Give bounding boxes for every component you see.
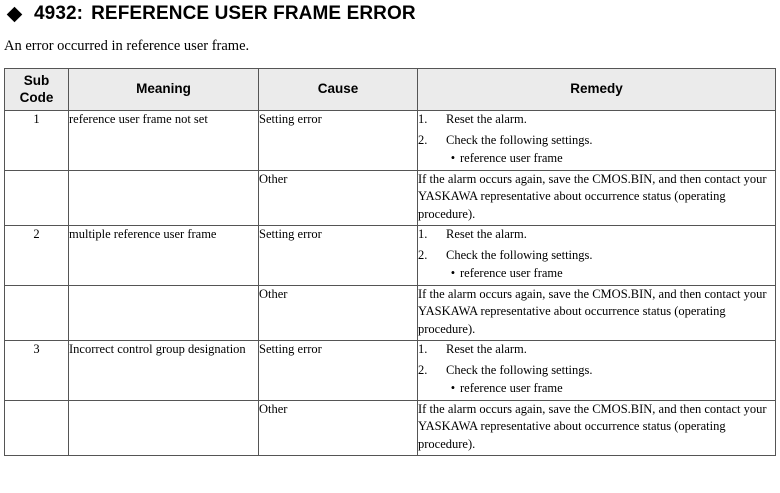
step-number: 2.	[418, 248, 428, 263]
bullet-icon: •	[450, 150, 456, 165]
sub-code-cell-empty	[5, 171, 69, 226]
header-meaning: Meaning	[69, 69, 259, 111]
meaning-cell: reference user frame not set	[69, 111, 259, 171]
section-heading	[4, 1, 416, 27]
sub-code-cell-empty	[5, 286, 69, 341]
cause-cell: Other	[259, 286, 418, 341]
step-text: Check the following settings.	[446, 363, 593, 378]
cause-cell: Setting error	[259, 111, 418, 171]
step-number: 1.	[418, 227, 428, 241]
step-number: 1.	[418, 112, 428, 126]
bullet-text: reference user frame	[460, 150, 563, 165]
table-header-row	[5, 69, 776, 111]
step-text: Reset the alarm.	[446, 112, 527, 126]
table-row	[5, 401, 776, 456]
remedy-cell: If the alarm occurs again, save the CMOS.BIN, and then contact your YASKAWA representative about occurrence status (operating procedure).	[418, 286, 776, 341]
sub-code-cell: 2	[5, 226, 69, 286]
meaning-cell-empty	[69, 401, 259, 456]
cause-cell: Setting error	[259, 341, 418, 401]
table-row	[5, 171, 776, 226]
step-text: Check the following settings.	[446, 248, 593, 263]
cause-cell: Other	[259, 401, 418, 456]
cause-cell: Other	[259, 171, 418, 226]
settings-bullet	[418, 265, 775, 282]
sub-code-cell-empty	[5, 401, 69, 456]
remedy-step	[418, 226, 775, 243]
meaning-cell-empty	[69, 286, 259, 341]
meaning-cell: multiple reference user frame	[69, 226, 259, 286]
remedy-cell: If the alarm occurs again, save the CMOS.BIN, and then contact your YASKAWA representative about occurrence status (operating procedure).	[418, 401, 776, 456]
bullet-icon: •	[450, 380, 456, 395]
error-code: 4932:	[34, 3, 84, 24]
remedy-step	[418, 132, 775, 149]
remedy-step	[418, 362, 775, 379]
remedy-cell	[418, 111, 776, 171]
remedy-step	[418, 341, 775, 358]
bullet-text: reference user frame	[460, 265, 563, 280]
remedy-step	[418, 247, 775, 264]
header-remedy: Remedy	[418, 69, 776, 111]
meaning-cell-empty	[69, 171, 259, 226]
error-table	[4, 68, 776, 456]
bullet-icon: •	[450, 265, 456, 280]
step-number: 1.	[418, 342, 428, 356]
remedy-cell: If the alarm occurs again, save the CMOS.BIN, and then contact your YASKAWA representative about occurrence status (operating procedure).	[418, 171, 776, 226]
header-sub-code-line2: Code	[19, 89, 54, 105]
header-sub-code	[5, 69, 69, 111]
meaning-cell: Incorrect control group designation	[69, 341, 259, 401]
table-row	[5, 286, 776, 341]
table-row	[5, 226, 776, 286]
settings-bullet	[418, 380, 775, 397]
remedy-cell	[418, 226, 776, 286]
table-row	[5, 341, 776, 401]
step-number: 2.	[418, 133, 428, 148]
error-description: An error occurred in reference user frame.	[4, 38, 250, 54]
step-text: Reset the alarm.	[446, 227, 527, 241]
sub-code-cell: 3	[5, 341, 69, 401]
step-text: Check the following settings.	[446, 133, 593, 148]
sub-code-cell: 1	[5, 111, 69, 171]
error-title: REFERENCE USER FRAME ERROR	[91, 3, 416, 24]
table-row	[5, 111, 776, 171]
remedy-step	[418, 111, 775, 128]
bullet-text: reference user frame	[460, 380, 563, 395]
step-text: Reset the alarm.	[446, 342, 527, 356]
step-number: 2.	[418, 363, 428, 378]
diamond-bullet-icon	[7, 6, 23, 22]
remedy-cell	[418, 341, 776, 401]
header-sub-code-line1: Sub	[23, 72, 50, 88]
header-cause: Cause	[259, 69, 418, 111]
cause-cell: Setting error	[259, 226, 418, 286]
settings-bullet	[418, 150, 775, 167]
